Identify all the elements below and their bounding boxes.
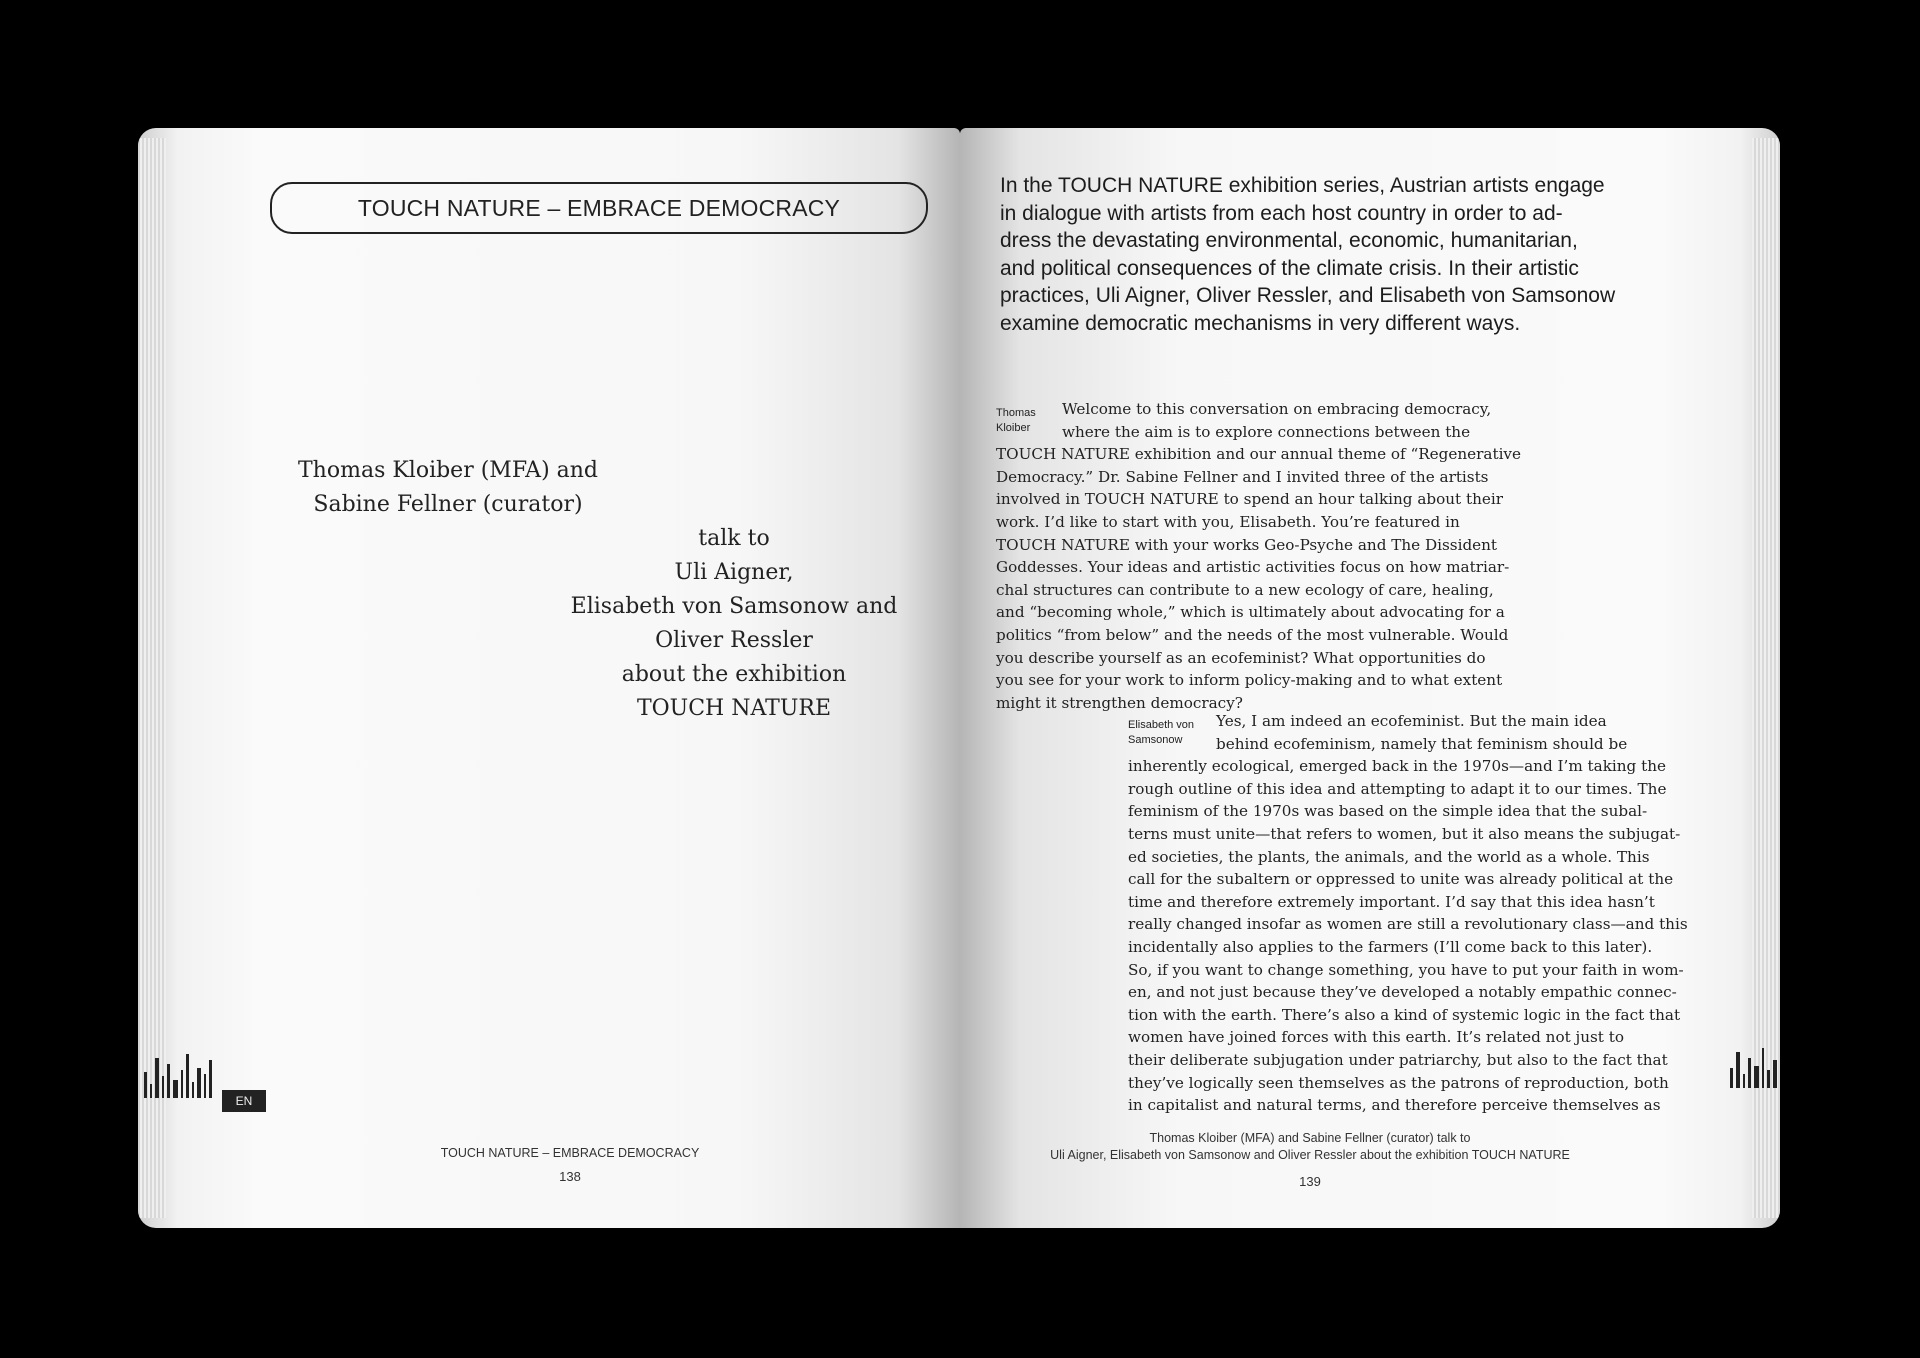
text-line: they’ve logically seen themselves as the patrons of reproduction, both [1128, 1073, 1669, 1092]
left-page [138, 128, 960, 1228]
text-line: ed societies, the plants, the animals, and the world as a whole. This [1128, 847, 1650, 866]
text-line: behind ecofeminism, namely that feminism should be [1216, 734, 1628, 753]
intro-line: in dialogue with artists from each host country in order to ad- [1000, 201, 1563, 225]
text-line: feminism of the 1970s was based on the simple idea that the subal- [1128, 802, 1648, 821]
right-footer [1000, 1130, 1620, 1190]
text-line: chal structures can contribute to a new ecology of care, healing, [996, 580, 1494, 599]
open-book [138, 128, 1780, 1228]
speaker-name-line: Elisabeth von [1128, 719, 1195, 731]
talk-line: Elisabeth von Samsonow and [570, 594, 898, 619]
text-line: Yes, I am indeed an ecofeminist. But the main idea [1216, 712, 1607, 730]
text-line: Goddesses. Your ideas and artistic activities focus on how matriar- [996, 558, 1510, 577]
talk-line: talk to [698, 526, 770, 551]
text-line: their deliberate subjugation under patriarchy, but also to the fact that [1128, 1050, 1668, 1069]
talk-line: Oliver Ressler [655, 628, 813, 653]
talk-line: about the exhibition [621, 662, 847, 687]
text-line: work. I’d like to start with you, Elisabeth. You’re featured in [996, 512, 1460, 531]
talk-to-block [564, 522, 904, 726]
running-footer-line: Uli Aigner, Elisabeth von Samsonow and Oliver Ressler about the exhibition TOUCH NATURE [1050, 1148, 1570, 1162]
page-number: 139 [1299, 1174, 1321, 1189]
chapter-title-banner: TOUCH NATURE – EMBRACE DEMOCRACY [270, 182, 928, 234]
left-footer [400, 1146, 740, 1184]
text-line: inherently ecological, emerged back in the 1970s—and I’m taking the [1128, 757, 1666, 776]
text-line: time and therefore extremely important. I’d say that this idea hasn’t [1128, 892, 1655, 911]
participant-line: Sabine Fellner (curator) [313, 492, 583, 517]
intro-line: In the TOUCH NATURE exhibition series, Austrian artists engage [1000, 174, 1605, 197]
text-line: and “becoming whole,” which is ultimately about advocating for a [996, 603, 1505, 622]
participants-block [298, 454, 598, 522]
paragraph-elisabeth [1128, 710, 1688, 1117]
text-line: might it strengthen democracy? [996, 693, 1243, 712]
right-page [960, 128, 1780, 1228]
text-line: involved in TOUCH NATURE to spend an hour talking about their [996, 490, 1503, 509]
talk-line: Uli Aigner, [674, 560, 794, 585]
text-line: where the aim is to explore connections between the [1062, 422, 1471, 441]
text-line: you see for your work to inform policy-making and to what extent [996, 671, 1503, 690]
text-line: call for the subaltern or oppressed to unite was already political at the [1128, 870, 1674, 889]
text-line: really changed insofar as women are still a revolutionary class—and this [1128, 915, 1688, 934]
text-line: women have joined forces with this earth. It’s related not just to [1128, 1028, 1624, 1047]
paragraph-thomas [996, 398, 1521, 714]
running-footer-title: TOUCH NATURE – EMBRACE DEMOCRACY [440, 1146, 700, 1160]
text-line: terns must unite—that refers to women, but it also means the subjugat- [1128, 824, 1681, 843]
thumb-index-marks-left [144, 1054, 212, 1098]
text-line: en, and not just because they’ve developed a notably empathic connec- [1128, 983, 1677, 1002]
intro-line: examine democratic mechanisms in very different ways. [1000, 311, 1521, 335]
text-line: rough outline of this idea and attempting to adapt it to our times. The [1128, 779, 1667, 798]
text-line: Democracy.” Dr. Sabine Fellner and I invited three of the artists [996, 467, 1489, 486]
intro-paragraph [1000, 172, 1680, 337]
text-line: incidentally also applies to the farmers (I’ll come back to this later). [1128, 937, 1653, 956]
text-line: TOUCH NATURE exhibition and our annual theme of “Regenerative [996, 445, 1521, 464]
language-tab: EN [222, 1090, 266, 1112]
intro-line: and political consequences of the climate crisis. In their artistic [1000, 256, 1579, 280]
text-line: TOUCH NATURE with your works Geo-Psyche and The Dissident [996, 535, 1498, 554]
thumb-index-marks-right [1730, 1048, 1780, 1088]
speaker-name-line: Kloiber [996, 422, 1031, 434]
speaker-name-line: Thomas [996, 407, 1036, 419]
talk-line: TOUCH NATURE [636, 696, 832, 721]
text-line: Welcome to this conversation on embracing democracy, [1062, 400, 1492, 418]
page-number: 138 [559, 1169, 581, 1184]
intro-line: practices, Uli Aigner, Oliver Ressler, and Elisabeth von Samsonow [1000, 284, 1616, 307]
running-footer-line: Thomas Kloiber (MFA) and Sabine Fellner (curator) talk to [1149, 1131, 1471, 1145]
text-line: So, if you want to change something, you have to put your faith in wom- [1128, 960, 1684, 979]
speaker-name-line: Samsonow [1128, 734, 1183, 746]
text-line: politics “from below” and the needs of the most vulnerable. Would [996, 625, 1509, 644]
text-line: tion with the earth. There’s also a kind of systemic logic in the fact that [1128, 1005, 1681, 1024]
text-line: you describe yourself as an ecofeminist? What opportunities do [996, 648, 1486, 667]
intro-line: dress the devastating environmental, economic, humanitarian, [1000, 229, 1578, 252]
participant-line: Thomas Kloiber (MFA) and [298, 458, 599, 483]
text-line: in capitalist and natural terms, and therefore perceive themselves as [1128, 1096, 1661, 1115]
